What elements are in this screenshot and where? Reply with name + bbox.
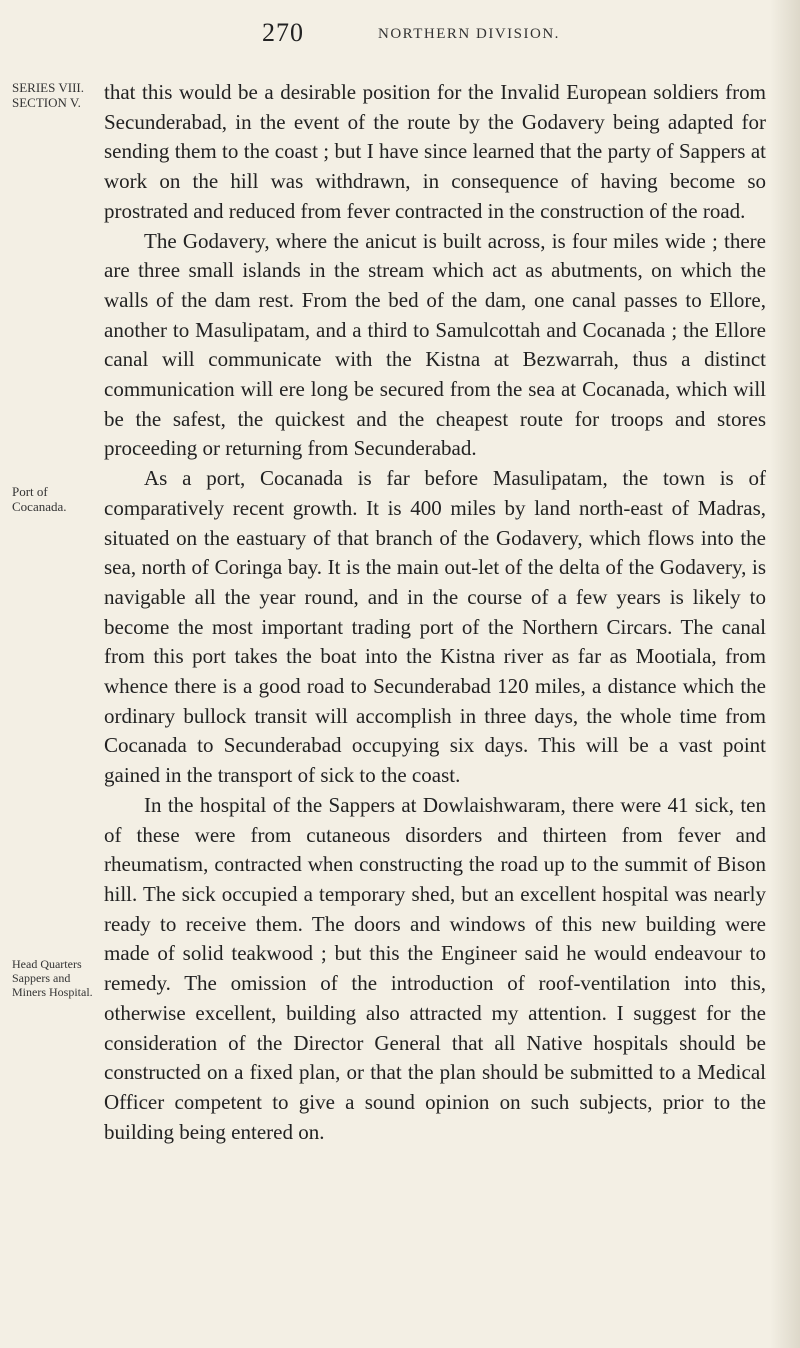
margin-note-port: Port of Cocanada.	[12, 484, 67, 514]
paragraph: As a port, Cocanada is far before Masulipatam, the town is of comparatively recent growth. It is 400 miles by land north-east of Madras, situated on the eastuary of that branch of the Godavery, which flows into the sea, north of Coringa bay. It is the main out-let of the delta of the Godavery, is navigable all the year round, and in the course of a few years is likely to become the most important trading port of the Northern Circars. The canal from this port takes the boat into the Kistna river as far as Mootiala, from whence there is a good road to Secunderabad 120 miles, a distance which the ordinary bullock transit will accomplish in three days, the whole time from Cocanada to Secunderabad occupying six days. This will be a vast point gained in the transport of sick to the coast.	[104, 466, 766, 788]
paragraph: The Godavery, where the anicut is built across, is four miles wide ; there are three small islands in the stream which act as abutments, on which the walls of the dam rest. From the bed of the dam, one canal passes to Ellore, another to Masulipatam, and a third to Samulcottah and Cocanada ; the Ellore canal will communicate with the Kistna at Bezwarrah, thus a distinct communication will ere long be secured from the sea at Cocanada, which will be the safest, the quickest and the cheapest route for troops and stores proceeding or returning from Secunderabad.	[104, 228, 766, 461]
paragraph: that this would be a desirable position for the Invalid European soldiers from Secunderabad, in the event of the route by the Godavery being adapted for sending them to the coast ; but I have since learned that the party of Sappers at work on the hill was withdrawn, in consequence of having become so prostrated and reduced from fever contracted in the construction of the road.	[104, 80, 766, 223]
paragraph: In the hospital of the Sappers at Dowlaishwaram, there were 41 sick, ten of these were from cutaneous disorders and thirteen from fever and rheumatism, contracted when constructing the road up to the summit of Bison hill. The sick occupied a temporary shed, but an excellent hospital was nearly ready to receive them. The doors and windows of this new building were made of solid teakwood ; but this the Engineer said he would endeavour to remedy. The omission of the introduction of roof-ventilation into this, otherwise excellent, building also attracted my attention. I suggest for the consideration of the Director General that all Native hospitals should be constructed on a fixed plan, or that the plan should be submitted to a Medical Officer competent to give a sound opinion on such subjects, prior to the building being entered on.	[104, 792, 766, 1144]
running-title: NORTHERN DIVISION.	[378, 26, 560, 42]
margin-note-hospital: Head Quarters Sappers and Miners Hospital.	[12, 957, 93, 999]
margin-note-series: SERIES VIII. SECTION V.	[12, 80, 84, 110]
page-edge-shadow	[770, 0, 800, 1348]
body-text	[104, 78, 766, 1147]
page-number: 270	[262, 18, 304, 47]
page-header	[0, 14, 800, 54]
